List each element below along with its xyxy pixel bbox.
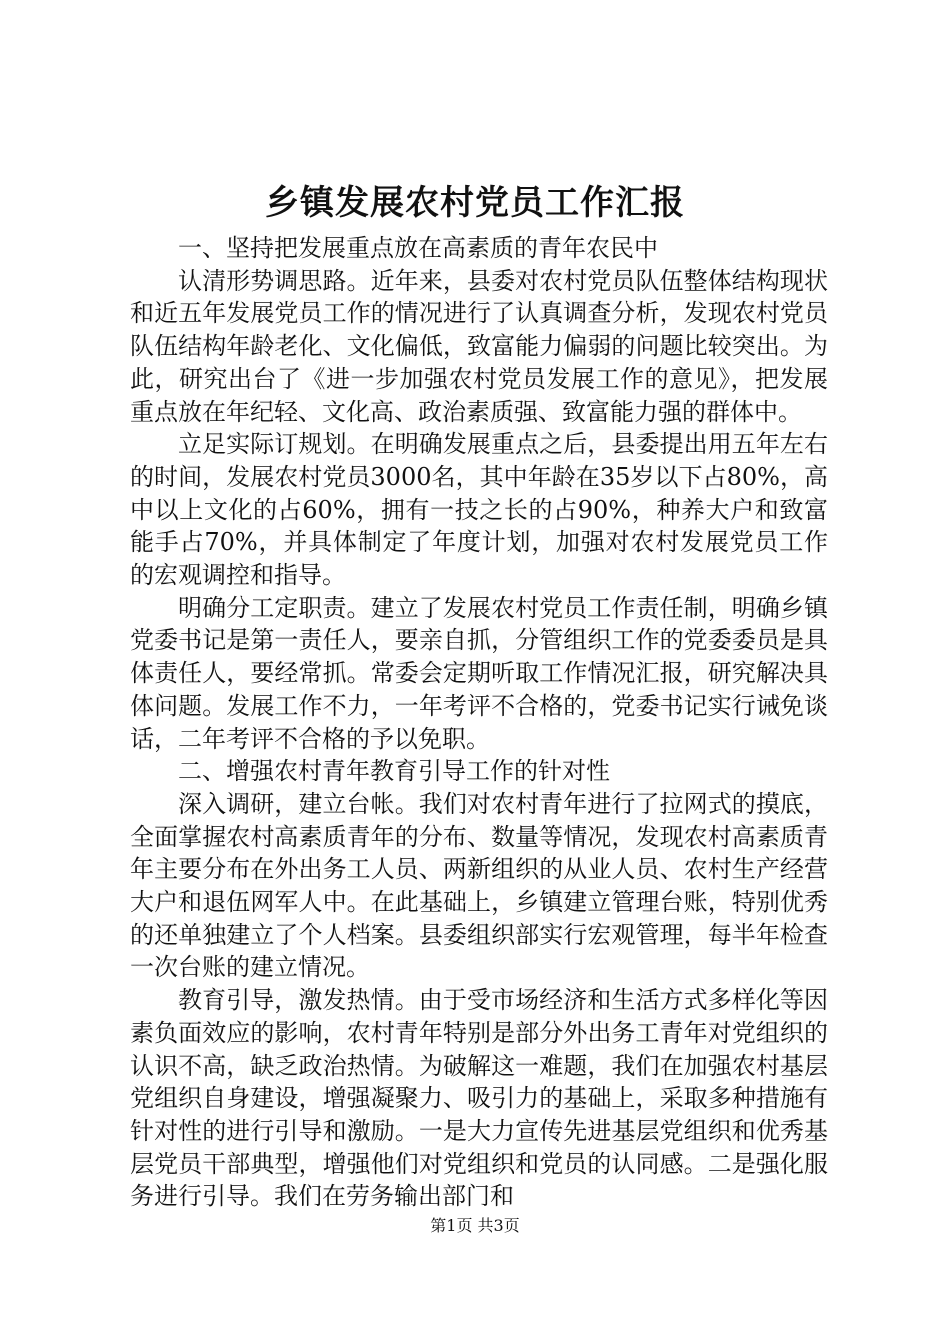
page-number-footer: 第1页 共3页 bbox=[430, 1216, 520, 1235]
paragraph: 立足实际订规划。在明确发展重点之后，县委提出用五年左右的时间，发展农村党员3000名，其中年龄在35岁以下占80%，高中以上文化的占60%，拥有一技之长的占90%，种养大户和致富能手占70%，并具体制定了年度计划，加强对农村发展党员工作的宏观调控和指导。 bbox=[130, 430, 828, 590]
paragraph: 认清形势调思路。近年来，县委对农村党员队伍整体结构现状和近五年发展党员工作的情况进行了认真调查分析，发现农村党员队伍结构年龄老化、文化偏低，致富能力偏弱的问题比较突出。为此，研究出台了《进一步加强农村党员发展工作的意见》，把发展重点放在年纪轻、文化高、政治素质强、致富能力强的群体中。 bbox=[130, 266, 828, 426]
paragraph: 教育引导，激发热情。由于受市场经济和生活方式多样化等因素负面效应的影响，农村青年特别是部分外出务工青年对党组织的认识不高，缺乏政治热情。为破解这一难题，我们在加强农村基层党组织自身建设，增强凝聚力、吸引力的基础上，采取多种措施有针对性的进行引导和激励。一是大力宣传先进基层党组织和优秀基层党员干部典型，增强他们对党组织和党员的认同感。二是强化服务进行引导。我们在劳务输出部门和 bbox=[130, 986, 828, 1211]
paragraph: 明确分工定职责。建立了发展农村党员工作责任制，明确乡镇党委书记是第一责任人，要亲自抓，分管组织工作的党委委员是具体责任人，要经常抓。常委会定期听取工作情况汇报，研究解决具体问题。发展工作不力，一年考评不合格的，党委书记实行诫免谈话，二年考评不合格的予以免职。 bbox=[130, 593, 828, 753]
paragraph: 深入调研，建立台帐。我们对农村青年进行了拉网式的摸底，全面掌握农村高素质青年的分布、数量等情况，发现农村高素质青年主要分布在外出务工人员、两新组织的从业人员、农村生产经营大户和退伍网军人中。在此基础上，乡镇建立管理台账，特别优秀的还单独建立了个人档案。县委组织部实行宏观管理，每半年检查一次台账的建立情况。 bbox=[130, 789, 828, 982]
section-heading-2: 二、增强农村青年教育引导工作的针对性 bbox=[178, 757, 610, 786]
section-heading-1: 一、坚持把发展重点放在高素质的青年农民中 bbox=[178, 234, 658, 262]
document-title: 乡镇发展农村党员工作汇报 bbox=[265, 183, 685, 223]
document-body bbox=[130, 232, 828, 1213]
